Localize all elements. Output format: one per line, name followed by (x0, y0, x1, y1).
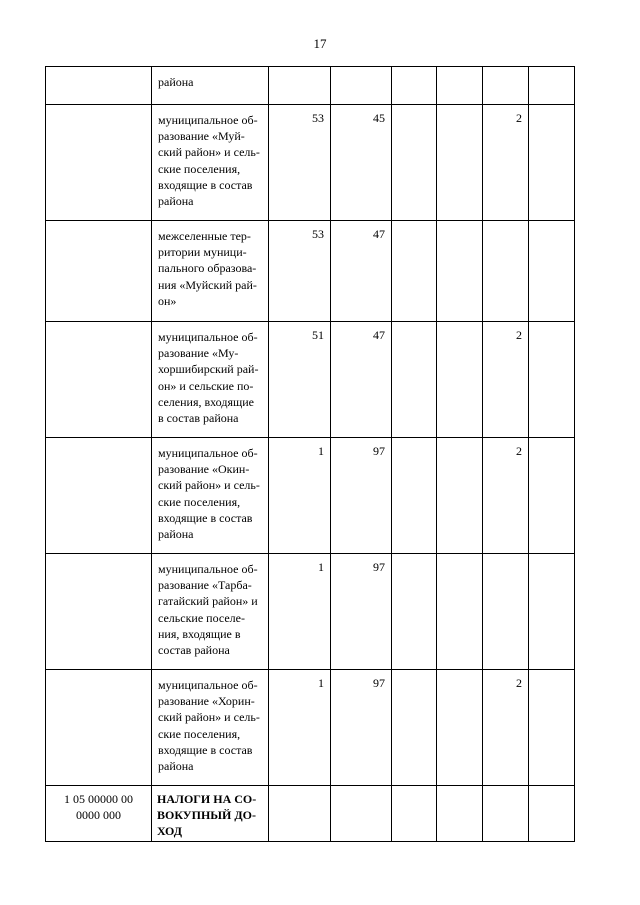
value-cell (331, 67, 392, 105)
value-cell (529, 322, 575, 438)
value-cell (392, 438, 437, 554)
code-cell (46, 670, 152, 786)
value-cell (392, 67, 437, 105)
table-row (46, 554, 575, 670)
value-cell (437, 67, 483, 105)
name-cell: НАЛОГИ НА СО- ВОКУПНЫЙ ДО- ХОД (152, 786, 269, 842)
value-cell (437, 670, 483, 786)
name-cell: межселенные тер- ритории муници- пального образова- ния «Муйский рай- он» (152, 221, 269, 322)
name-cell: муниципальное об- разование «Окин- ский район» и сель- ские поселения, входящие в состав района (152, 438, 269, 554)
value-cell (392, 105, 437, 221)
value-cell (529, 221, 575, 322)
page-number: 17 (313, 36, 327, 51)
code-cell (46, 554, 152, 670)
value-cell (437, 786, 483, 842)
value-cell (269, 786, 331, 842)
value-cell (437, 322, 483, 438)
value-cell: 2 (483, 438, 529, 554)
value-cell (483, 554, 529, 670)
value-cell: 53 (269, 221, 331, 322)
code-cell (46, 438, 152, 554)
value-cell: 97 (331, 670, 392, 786)
value-cell (269, 67, 331, 105)
value-cell: 1 (269, 670, 331, 786)
name-cell: района (152, 67, 269, 105)
table-row (46, 786, 575, 842)
value-cell (529, 438, 575, 554)
value-cell (437, 438, 483, 554)
table-row (46, 105, 575, 221)
name-cell: муниципальное об- разование «Муй- ский район» и сель- ские поселения, входящие в состав района (152, 105, 269, 221)
value-cell (331, 786, 392, 842)
value-cell (529, 670, 575, 786)
table-row (46, 67, 575, 105)
name-cell: муниципальное об- разование «Му- хоршибирский рай- он» и сельские по- селения, входящие в состав района (152, 322, 269, 438)
code-cell (46, 221, 152, 322)
value-cell: 51 (269, 322, 331, 438)
table-row (46, 221, 575, 322)
name-cell: муниципальное об- разование «Хорин- ский район» и сель- ские поселения, входящие в состав района (152, 670, 269, 786)
value-cell: 1 (269, 554, 331, 670)
value-cell (529, 786, 575, 842)
value-cell: 2 (483, 670, 529, 786)
value-cell (437, 554, 483, 670)
value-cell (529, 67, 575, 105)
value-cell: 2 (483, 105, 529, 221)
value-cell (392, 554, 437, 670)
value-cell (483, 67, 529, 105)
value-cell: 47 (331, 322, 392, 438)
value-cell: 2 (483, 322, 529, 438)
code-cell (46, 67, 152, 105)
value-cell: 45 (331, 105, 392, 221)
value-cell (529, 105, 575, 221)
code-cell (46, 322, 152, 438)
value-cell (437, 221, 483, 322)
name-cell: муниципальное об- разование «Тарба- гатайский район» и сельские поселе- ния, входящие в состав района (152, 554, 269, 670)
value-cell (483, 221, 529, 322)
code-cell: 1 05 00000 00 0000 000 (46, 786, 152, 842)
value-cell: 97 (331, 438, 392, 554)
value-cell (392, 322, 437, 438)
tax-distribution-table (45, 66, 575, 842)
value-cell: 47 (331, 221, 392, 322)
value-cell (392, 786, 437, 842)
value-cell (529, 554, 575, 670)
value-cell (483, 786, 529, 842)
value-cell: 53 (269, 105, 331, 221)
value-cell: 97 (331, 554, 392, 670)
value-cell (437, 105, 483, 221)
table-row (46, 438, 575, 554)
table-row (46, 322, 575, 438)
value-cell (392, 670, 437, 786)
value-cell: 1 (269, 438, 331, 554)
value-cell (392, 221, 437, 322)
code-cell (46, 105, 152, 221)
table-row (46, 670, 575, 786)
